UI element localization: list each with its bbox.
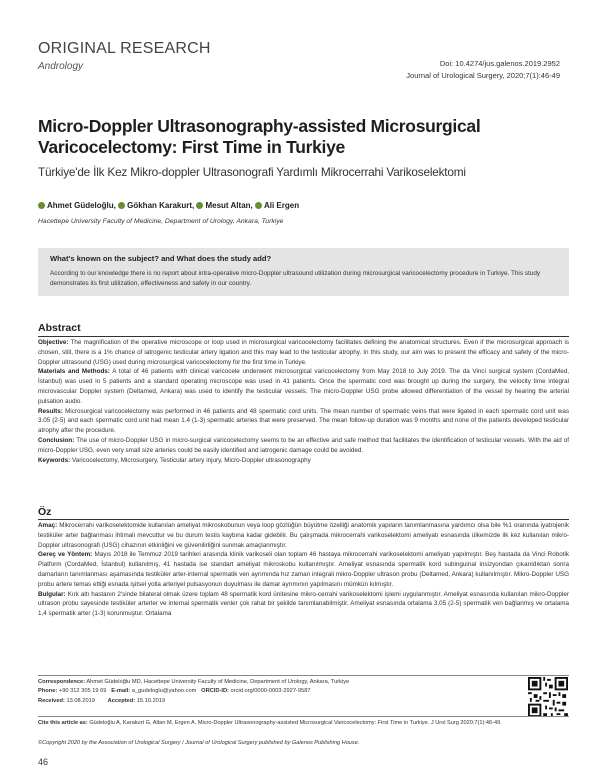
article-subcategory: Andrology — [38, 61, 84, 72]
correspondence-block — [38, 678, 498, 706]
contact-line: Phone: +90 312 305 19 69 E-mail: a_gudeloglu@yahoo.com ORCID-ID: orcid.org/0000-0003-2927-9587 — [38, 688, 311, 695]
author-name: Mesut Altan — [205, 201, 251, 210]
journal-reference: Journal of Urological Surgery, 2020;7(1):46-49 — [406, 71, 560, 80]
orcid-link[interactable]: orcid.org/0000-0003-2927-9587 — [230, 688, 311, 695]
cite-block: Cite this article as: Güdeloğlu A, Karakurt G, Altan M, Ergen A. Micro-Doppler Ultrasonography-assisted Microsurgical Varicocelectomy: First Time in Turkiye. J Urol Surg 2020;7(1):46-49. — [38, 720, 502, 726]
orcid-icon[interactable] — [255, 202, 262, 209]
author-name: Gökhan Karakurt — [127, 201, 193, 210]
abstract-results: Results: Microsurgical varicocelectomy was performed in 46 patients and 48 spermatic cord units. The mean number of spermatic veins that were ligated in each spermatic cord unit was 3.05 (2-5) and each spermatic cord unit had mean 1.4 (1-3) spermatic arteries that were preserved. The mean follow-up duration was 9 months and none of the patients developed testicular atrophy after the procedure. — [38, 407, 569, 435]
abstract-conclusion: Conclusion: The use of micro-Doppler USG in micro-surgical varicocelectomy seems to be an effective and safe method that facilitates the identification of testicular vessels. With the aid of micro-Doppler USG, even very small size arteries could be easily identified and iatrogenic damage could be avoided. — [38, 436, 569, 454]
oz-heading: Öz — [38, 506, 52, 518]
oz-gerec: Gereç ve Yöntem: Mayıs 2018 ile Temmuz 2019 tarihleri arasında klinik varikoseli olan toplam 46 hastaya mikrocerrahi varikoselektomi ameliyatı yapılmıştır. Beş hastada da Vinci Robotik Platform (CordaMed, İstanbul) kullanılmış, 41 hastada ise standart ameliyat mikroskobu kullanılmıştır. Ameliyat esnasında spermatik kord subinguinal insizyondan çıkarıldıktan sonra damarların tanımlanması aşamasında testiküler arter-internal spermatik ven ayrımında hız zaman integrali mikro-Doppler ultrason probu (Deltamed, Ankara) kullanılmıştır. Mikro-Doppler USG probu artere temas ettiği esnada işitsel yolla arteriyel pulsasyonun duyulması ile damar ayrımının yapılmasını mümkün kılmıştır. — [38, 551, 570, 588]
abstract-keywords: Keywords: Varicocelectomy, Microsurgery, Testicular artery injury, Micro-Doppler ultrasonography — [38, 456, 311, 464]
correspondence-line: Correspondence: Ahmet Güdeloğlu MD, Hacettepe University Faculty of Medicine, Department of Urology, Ankara, Turkiye — [38, 679, 350, 685]
footer-divider — [38, 675, 569, 676]
qr-code — [528, 677, 568, 717]
dates-line: Received: 13.08.2019 Accepted: 15.10.2019 — [38, 697, 166, 704]
abstract-divider — [38, 336, 569, 337]
known-box-text: According to our knowledge there is no report about intra-operative micro-Doppler ultrasound utilization during microsurgical varicocelectomy procedure in Turkiye. This study demonstrates its first utilization, effectiveness and safety in our country. — [50, 270, 541, 287]
abstract-methods: Materials and Methods: A total of 46 patients with clinical varicocele underwent microsurgical varicocelectomy from May 2018 to July 2019. The da Vinci surgical system (CordaMed, İstanbul) was used in 5 patients and a standard operating microscope was used in 41 patients. Once the spermatic cord was brought up during the surgery, the velocity time integral microvascular Doppler system (Deltamed, Ankara) was used to identify the testicular vessels. The micro-Doppler USG probe allowed differentiation of the vessel by hearing the arterial pulsation audio. — [38, 368, 569, 405]
oz-bulgular: Bulgular: Kırk altı hastanın 2'sinde bilateral olmak üzere toplam 48 spermatik kord ünitesine mikro-cerrahi varikoselektomi işlemi uygulanmıştır. Ameliyat esnasında kullanılan mikro-Doppler ultrason probu sayesinde testiküler arterler ve internal spermatik venler çok rahat bir şekilde tanımlanabilmiştir. Ameliyat esnasında ortalama 3,05 (2-5) spermatik ven bağlanmış ve ortalama 1,4 spermatik arter (1-3) korunmuştur. Ortalama — [38, 590, 569, 618]
article-category: ORIGINAL RESEARCH — [38, 40, 211, 57]
known-box-title: What's known on the subject? and What does the study add? — [50, 254, 272, 263]
article-title — [38, 116, 569, 158]
oz-divider — [38, 519, 569, 520]
doi-link[interactable]: Doi: 10.4274/jus.galenos.2019.2952 — [439, 59, 560, 68]
cite-divider — [38, 716, 569, 717]
qr-code-icon — [528, 677, 568, 717]
title-line-1: Micro-Doppler Ultrasonography-assisted Microsurgical — [38, 116, 481, 136]
article-subtitle: Türkiye'de İlk Kez Mikro-doppler Ultrasonografi Yardımlı Mikrocerrahi Varikoselektomi — [38, 165, 466, 179]
oz-amac: Amaç: Mikrocerrahi varikoselektomide kullanılan ameliyat mikroskobunun veya loop gözlüğün büyütme özelliği anatomik yapıların tanımlanmasına yardımcı olsa bile %1 oranında iyatrojenik testiküler arter bağlanması ihtimali mevcuttur ve bu durum testis kaybına kadar gidebilir. Bu çalışmada mikrocerrahi varikoselektomi ameliyatı esnasında ülkemizde ilk kez kullanılan mikro-Doppler ultrasonografi (USG) cihazının etkinliğini ve güvenilirliğini sunmak amaçlanmıştır. — [38, 522, 569, 549]
known-subject-box — [38, 248, 569, 296]
abstract-body — [38, 338, 569, 465]
author-name: Ahmet Güdeloğlu — [47, 201, 114, 210]
orcid-icon[interactable] — [118, 202, 125, 209]
author-list: Ahmet Güdeloğlu, Gökhan Karakurt, Mesut Altan, Ali Ergen — [38, 201, 299, 210]
page-number: 46 — [38, 757, 49, 767]
abstract-objective: Objective: The magnification of the operative microscope or loop used in microsurgical varicocelectomy facilitates defining the anatomical structures. Even if the microsurgical approach is chosen, still, there is a 1% chance of iatrogenic testicular artery ligation and this may lead to the testicular atrophy. In this study, our aim was to present the efficacy and safety of the micro-Doppler ultrasound (USG) used during microsurgical varicocelectomy for the first time in Turkiye. — [38, 339, 570, 366]
oz-body — [38, 521, 569, 619]
title-line-2: Varicocelectomy: First Time in Turkiye — [38, 137, 345, 157]
author-name: Ali Ergen — [263, 201, 300, 210]
copyright-text: ©Copyright 2020 by the Association of Urological Surgery / Journal of Urological Surgery published by Galenos Publishing House. — [38, 740, 360, 746]
abstract-heading: Abstract — [38, 322, 81, 334]
orcid-icon[interactable] — [38, 202, 45, 209]
affiliation: Hacettepe University Faculty of Medicine, Department of Urology, Ankara, Turkiye — [38, 218, 284, 225]
orcid-icon[interactable] — [196, 202, 203, 209]
email-link[interactable]: a_gudeloglu@yahoo.com — [131, 688, 197, 695]
phone-value: +90 312 305 19 69 — [58, 688, 107, 695]
